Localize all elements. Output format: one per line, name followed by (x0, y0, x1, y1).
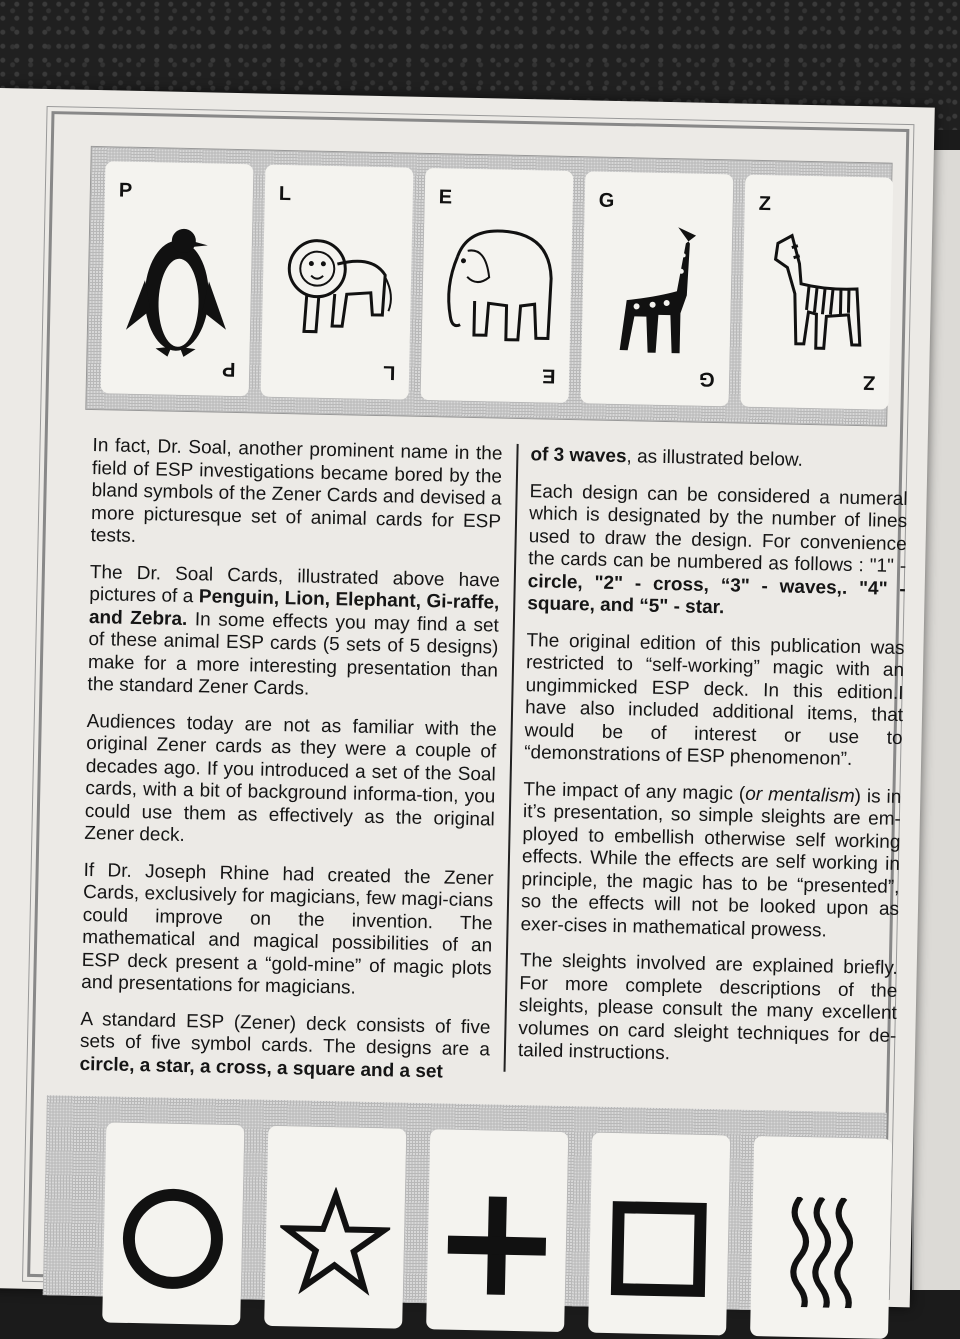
text-columns (79, 435, 908, 1112)
text-run: In some effects you may find a set of these animal ESP cards (5 sets of 5 designs) make for a more interesting presentation than the standard Zener Cards. (87, 608, 500, 700)
card-letter: E (438, 186, 453, 209)
paragraph (520, 779, 901, 944)
waves-icon (765, 1196, 877, 1308)
paragraph: In fact, Dr. Soal, another prominent name in the field of ESP investigations became bored by the bland symbols of the Zener Cards and devised a more picturesque set of animal cards for ESP tests. (90, 435, 503, 547)
paragraph (79, 1008, 490, 1084)
text-run: Each design can be considered a numeral which is designated by the number of lines used to draw the design. For convenience the cards can be numbered as follows : "1" - (528, 480, 908, 578)
elephant-icon (435, 216, 558, 368)
text-run: The impact of any magic ( (523, 778, 746, 805)
penguin-icon (115, 210, 238, 362)
zebra-card (740, 175, 893, 410)
card-letter-inverted: L (382, 361, 396, 384)
cross-card (426, 1129, 568, 1332)
card-letter: Z (758, 192, 772, 216)
paragraph: The original edition of this publication was restricted to “self-working” magic with an ungimmicked ESP deck. In this edition.I have also included additional items, that would be of interest or use to “demonstrations of ESP phenomenon”. (523, 629, 905, 770)
column-divider (504, 444, 519, 1072)
bold-text: circle, "2" - cross, “3" - waves,. "4" - square, and “5" - star. (527, 570, 906, 619)
bold-text: circle, a star, a cross, a square and a set (79, 1053, 444, 1082)
circle-card (102, 1122, 244, 1325)
text-run: ) is in it’s presentation, so simple sleights are em-ployed to embellish otherwise self working effects. While the effects are self working in principle, the magic has to be “presented”, so the effects will not be looked upon as exer-cises in mathematical prowess. (520, 785, 902, 941)
card-letter: G (598, 189, 615, 212)
square-icon (603, 1193, 715, 1305)
paragraph: The sleights involved are explained briefly. For more complete descriptions of the sleights, please consult the many excellent volumes on card sleight techniques for de-tailed instructions. (517, 950, 898, 1065)
text-run: A standard ESP (Zener) deck consists of five sets of five symbol cards. The designs are a (79, 1008, 491, 1061)
card-letter-inverted: G (699, 367, 716, 391)
waves-card (750, 1136, 892, 1339)
giraffe-icon (595, 220, 718, 372)
card-letter: P (118, 179, 133, 202)
italic-text: or mentalism (745, 783, 855, 807)
text-run: , as illustrated below. (626, 446, 804, 471)
left-column (79, 435, 503, 1098)
text-run: The Dr. Soal Cards, illustrated above have pictures of a (89, 561, 501, 608)
giraffe-card (581, 171, 734, 406)
paragraph (87, 561, 500, 705)
animal-card-strip (85, 146, 892, 427)
cross-icon (441, 1190, 553, 1302)
penguin-card (101, 161, 254, 396)
zener-symbol-strip (43, 1095, 887, 1313)
elephant-card (421, 168, 574, 403)
circle-icon (117, 1183, 229, 1295)
card-letter-inverted: E (541, 364, 556, 387)
lion-card (261, 165, 414, 400)
star-card (264, 1126, 406, 1329)
paragraph (527, 481, 908, 624)
paragraph: If Dr. Joseph Rhine had created the Zener Cards, exclusively for magicians, few magi-cians could improve on the invention. The mathematical and magical possibilities of an ESP deck present a “gold-mine” of magic plots and presentations for magicians. (81, 859, 494, 999)
star-icon (279, 1186, 391, 1298)
book-page (0, 88, 935, 1307)
lion-icon (275, 213, 398, 365)
square-card (588, 1133, 730, 1336)
bold-text: Penguin, Lion, Elephant, Gi-raffe, and Zebra. (88, 586, 500, 630)
bold-text: of 3 waves (530, 444, 627, 468)
zebra-icon (755, 223, 878, 375)
card-letter-inverted: Z (862, 371, 876, 394)
card-letter: L (278, 182, 292, 206)
right-column (517, 444, 908, 1084)
paragraph: Audiences today are not as familiar with the original Zener cards as they were a couple of decades ago. If you introduced a set of the Soal cards, with a bit of background informa-tion, you could use them as effectively as the original Zener deck. (84, 710, 497, 847)
card-letter-inverted: P (221, 357, 236, 380)
